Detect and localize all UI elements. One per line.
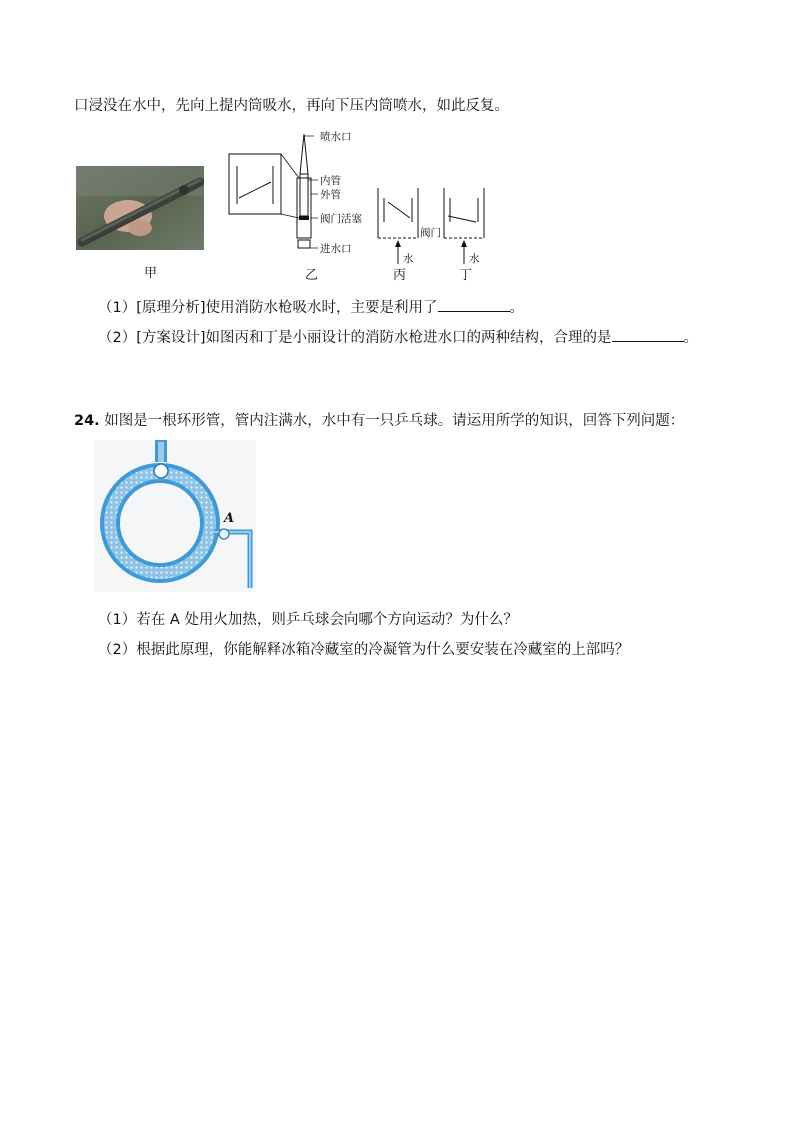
q23-part1: （1）[原理分析]使用消防水枪吸水时，主要是利用了 。 [98, 295, 524, 318]
diagram-yi [226, 128, 376, 258]
diagram-ding [440, 182, 500, 272]
caption-jia: 甲 [144, 266, 158, 281]
label-valve-piston: 阀门活塞 [320, 213, 362, 225]
caption-ding: 丁 [459, 268, 473, 283]
diagram-bing [374, 182, 446, 272]
label-nozzle: 喷水口 [320, 131, 352, 143]
answer-blank-q23-2[interactable] [612, 325, 684, 342]
label-valve: 阀门 [420, 227, 441, 239]
label-outer-tube: 外管 [320, 189, 341, 201]
label-inner-tube: 内管 [320, 175, 341, 187]
label-inlet: 进水口 [320, 243, 352, 255]
q24-number: 24. [74, 413, 100, 429]
q23-part2: （2）[方案设计]如图丙和丁是小丽设计的消防水枪进水口的两种结构，合理的是 。 [98, 325, 698, 348]
caption-yi: 乙 [305, 268, 319, 283]
photo-jia [76, 166, 204, 250]
label-water-bing: 水 [403, 253, 414, 265]
intro-text: 口浸没在水中，先向上提内筒吸水，再向下压内筒喷水，如此反复。 [74, 98, 509, 114]
q24-part2: （2）根据此原理，你能解释冰箱冷藏室的冷凝管为什么要安装在冷藏室的上部吗？ [98, 642, 630, 658]
label-point-a: A [224, 511, 235, 526]
q24-stem: 24. 如图是一根环形管，管内注满水，水中有一只乒乓球。请运用所学的知识，回答下列问题： [74, 413, 685, 429]
ring-pipe-figure [94, 440, 256, 592]
caption-bing: 丙 [393, 268, 407, 283]
answer-blank-q23-1[interactable] [438, 295, 510, 312]
label-water-ding: 水 [469, 253, 480, 265]
q24-part1: （1）若在 A 处用火加热，则乒乓球会向哪个方向运动？为什么？ [98, 612, 518, 628]
